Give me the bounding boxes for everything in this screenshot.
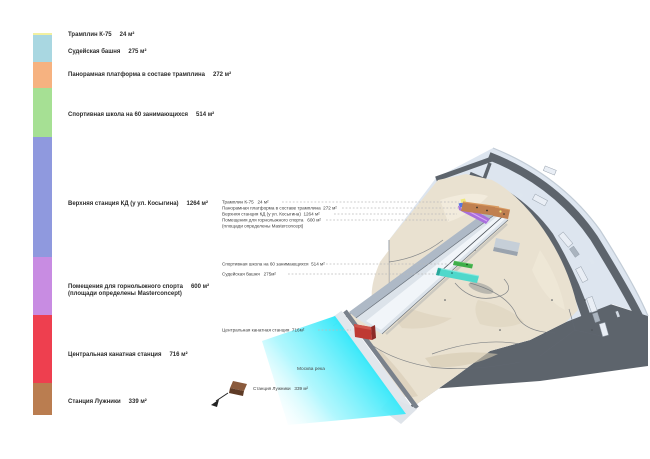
legend-label: Верхняя станция КД (у ул. Косыгина) — [68, 201, 179, 207]
legend-label: Панорамная платформа в составе трамплина — [68, 72, 205, 78]
legend-area: 600 м² — [190, 284, 210, 290]
legend-area: 716 м² — [169, 352, 188, 358]
legend-label: Трамплин К-75 — [68, 32, 112, 38]
label-central-station: Центральная канатная станция 716м² — [222, 327, 305, 333]
legend-area: 339 м² — [128, 399, 147, 405]
label-river: Москва река — [297, 367, 325, 372]
luzhniki-marker — [211, 381, 247, 407]
label-panorama: Панорамная платформа в составе трамплина 272 м² — [222, 205, 337, 211]
label-upper-station: Верхняя станция КД (у ул. Косыгина) 1264 м² — [222, 211, 320, 217]
label-ski-rooms: Помещения для горнолыжного спорта 600 м² — [222, 217, 321, 223]
label-judge-tower: Судейская башня 275м² — [222, 271, 276, 277]
legend-label: Судейская башня — [68, 49, 121, 55]
legend-area: 514 м² — [196, 112, 215, 118]
legend-area: 1264 м² — [186, 201, 208, 207]
legend-area: 275 м² — [128, 49, 147, 55]
legend-note: (площади определены Masterconcept) — [68, 291, 182, 297]
label-sport-school: Спортивная школа на 60 занимающихся 514 м² — [222, 261, 325, 267]
label-ski-rooms-note: (площади определены Masterconcept) — [222, 223, 304, 229]
label-tramplin: Трамплин К-75 24 м² — [222, 199, 269, 205]
direction-arrow — [216, 393, 228, 401]
legend-label: Спортивная школа на 60 занимающихся — [68, 112, 189, 118]
legend-area: 272 м² — [212, 72, 232, 78]
legend-label: Помещения для горнолыжного спорта — [68, 284, 183, 290]
legend-area: 24 м² — [119, 32, 135, 38]
legend-label: Станция Лужники — [68, 399, 121, 405]
label-luzhniki: Станция Лужники 339 м² — [253, 386, 309, 391]
legend-label: Центральная канатная станция — [68, 352, 162, 358]
